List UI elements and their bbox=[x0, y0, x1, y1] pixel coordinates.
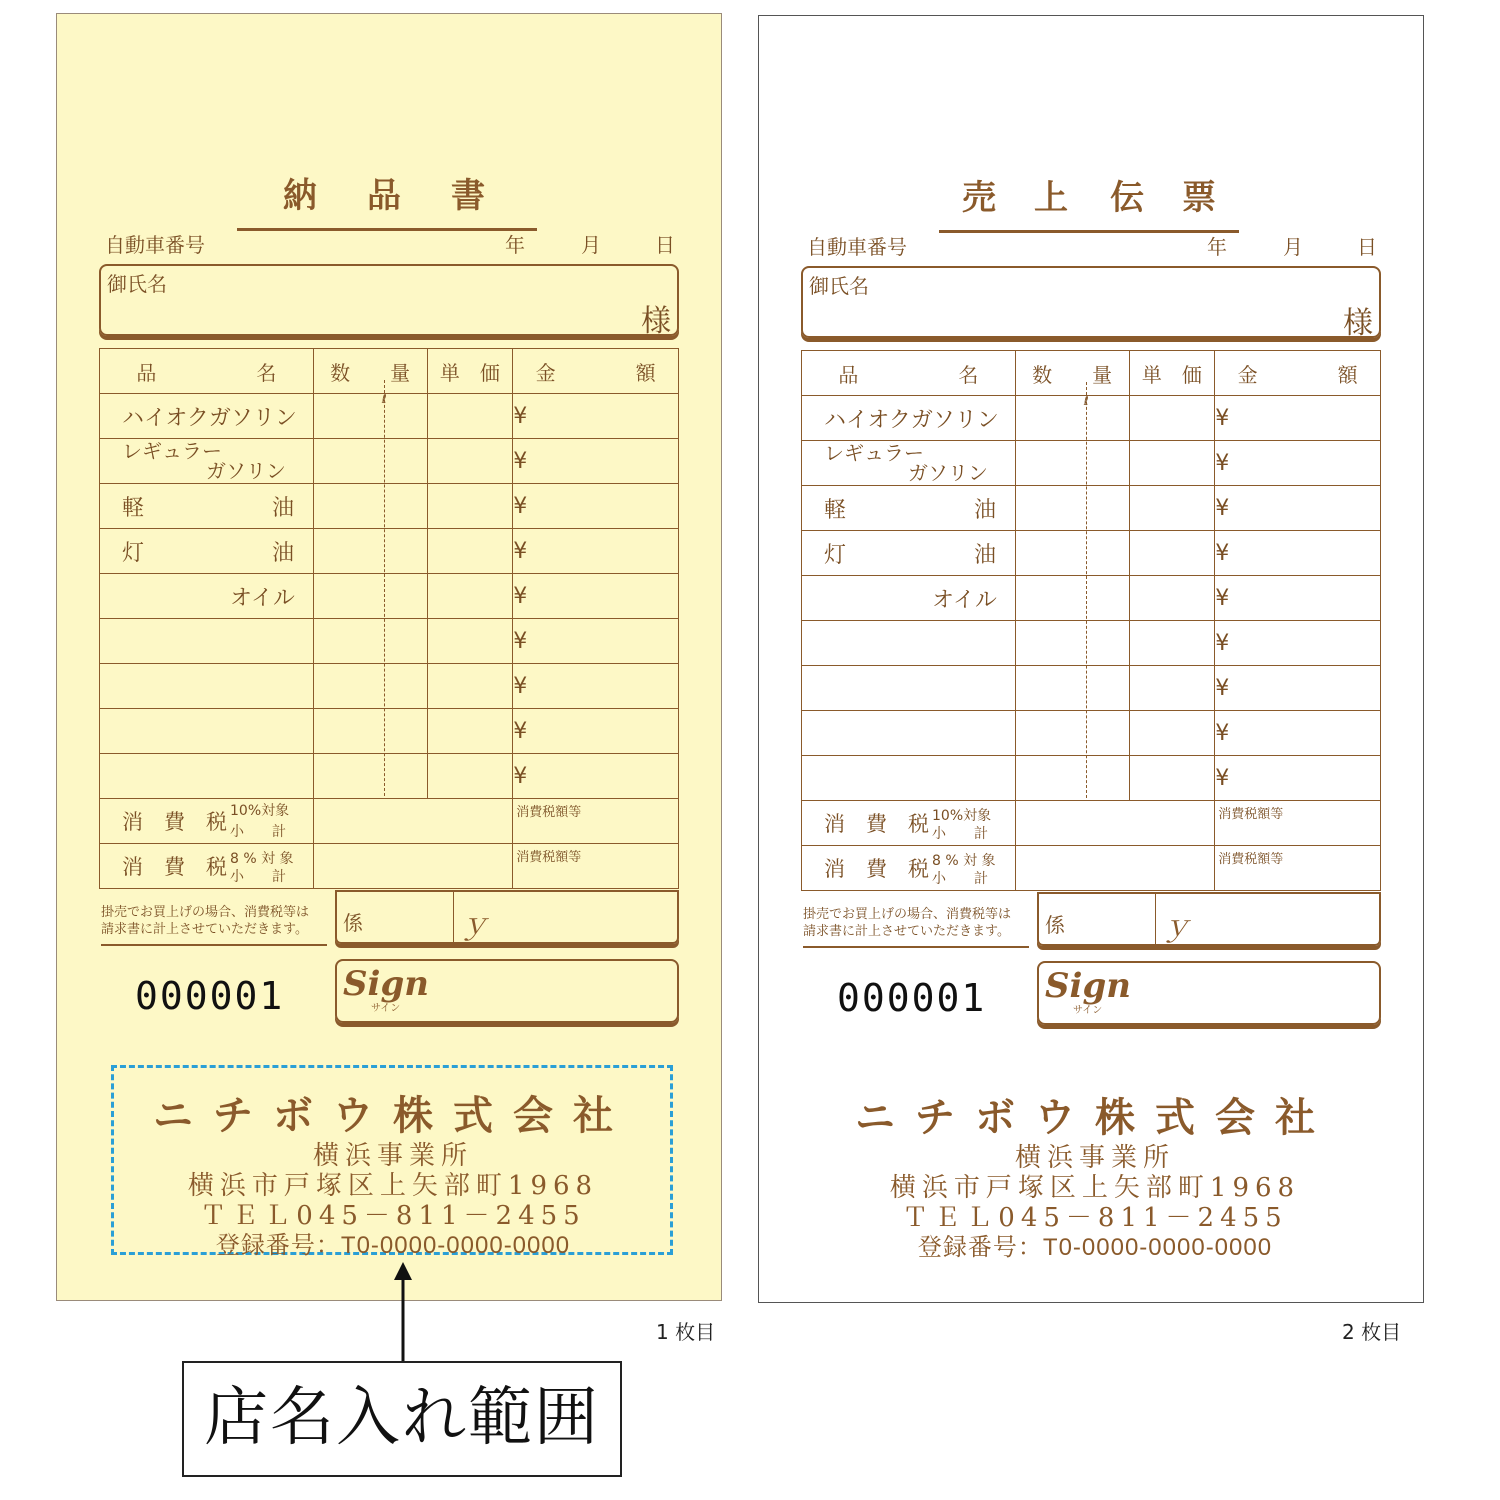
slip-title: 売 上 伝 票 bbox=[939, 174, 1239, 233]
table-row bbox=[802, 531, 1381, 576]
item-name: オイル bbox=[802, 576, 1016, 621]
shop-registration: 登録番号：T0-0000-0000-0000 bbox=[917, 1234, 1273, 1261]
qty-cell[interactable] bbox=[313, 529, 427, 574]
col-header-qty: 数 量 bbox=[313, 349, 427, 394]
shop-imprint bbox=[815, 1086, 1375, 1263]
tax-amount-cell[interactable]: 消費税額等 bbox=[513, 799, 679, 844]
amount-cell[interactable]: ¥ bbox=[513, 709, 679, 754]
price-cell[interactable] bbox=[1129, 666, 1215, 711]
qty-cell[interactable] bbox=[1015, 666, 1129, 711]
liter-unit: ℓ bbox=[381, 392, 387, 406]
item-table bbox=[801, 350, 1381, 891]
month-label: 月 bbox=[581, 233, 601, 257]
table-row bbox=[100, 619, 679, 664]
item-name: 軽 油 bbox=[802, 486, 1016, 531]
month-label: 月 bbox=[1283, 235, 1303, 259]
table-row bbox=[100, 754, 679, 799]
table-row bbox=[100, 484, 679, 529]
sign-kana: サイン bbox=[371, 1003, 401, 1014]
amount-cell[interactable]: ¥ bbox=[1215, 441, 1381, 486]
qty-cell[interactable] bbox=[1015, 486, 1129, 531]
shop-tel: ＴＥＬ045－811－2455 bbox=[200, 1201, 586, 1231]
price-cell[interactable] bbox=[427, 754, 513, 799]
slip-title: 納 品 書 bbox=[237, 172, 537, 231]
honorific-label: 様 bbox=[1343, 306, 1373, 341]
item-name: 軽 油 bbox=[100, 484, 314, 529]
credit-footnote: 掛売でお買上げの場合、消費税等は 請求書に計上させていただきます。 bbox=[803, 906, 1029, 948]
price-cell[interactable] bbox=[1129, 621, 1215, 666]
shop-registration: 登録番号：T0-0000-0000-0000 bbox=[215, 1232, 571, 1259]
item-name[interactable] bbox=[100, 619, 314, 664]
clerk-divider bbox=[1155, 894, 1156, 946]
price-cell[interactable] bbox=[1129, 711, 1215, 756]
tax-row-8 bbox=[802, 846, 1381, 891]
subtotal-cell[interactable] bbox=[1015, 801, 1215, 846]
up-arrow-icon bbox=[390, 1262, 416, 1362]
table-row bbox=[100, 664, 679, 709]
item-table bbox=[99, 348, 679, 889]
year-label: 年 bbox=[505, 233, 525, 257]
shop-branch: 横浜事業所 bbox=[1014, 1143, 1175, 1173]
col-header-amount: 金 額 bbox=[1215, 351, 1381, 396]
day-label: 日 bbox=[655, 233, 675, 257]
shop-address: 横浜市戸塚区上矢部町1968 bbox=[889, 1173, 1301, 1203]
clerk-label: 係 bbox=[343, 911, 363, 935]
shop-name-range-label: 店名入れ範囲 bbox=[182, 1361, 622, 1477]
price-cell[interactable] bbox=[427, 484, 513, 529]
item-name[interactable] bbox=[802, 756, 1016, 801]
tax-amount-cell[interactable]: 消費税額等 bbox=[1215, 801, 1381, 846]
amount-cell[interactable]: ¥ bbox=[513, 394, 679, 439]
tax-amount-cell[interactable]: 消費税額等 bbox=[1215, 846, 1381, 891]
clerk-label: 係 bbox=[1045, 913, 1065, 937]
price-cell[interactable] bbox=[427, 619, 513, 664]
item-name: レギュラー ガソリン bbox=[100, 439, 314, 484]
amount-cell[interactable]: ¥ bbox=[1215, 576, 1381, 621]
qty-cell[interactable] bbox=[1015, 396, 1129, 441]
qty-cell[interactable] bbox=[313, 484, 427, 529]
item-name[interactable] bbox=[100, 754, 314, 799]
car-number-label: 自動車番号 bbox=[105, 233, 205, 257]
qty-divider-dashed bbox=[381, 380, 387, 796]
subtotal-cell[interactable] bbox=[313, 844, 513, 889]
price-cell[interactable] bbox=[427, 664, 513, 709]
col-header-item: 品 名 bbox=[802, 351, 1016, 396]
item-name[interactable] bbox=[802, 666, 1016, 711]
item-name: オイル bbox=[100, 574, 314, 619]
table-row bbox=[802, 396, 1381, 441]
slip-number: 000001 bbox=[837, 976, 987, 1020]
amount-cell[interactable]: ¥ bbox=[1215, 531, 1381, 576]
qty-cell[interactable] bbox=[313, 574, 427, 619]
tax-row-8 bbox=[100, 844, 679, 889]
item-name[interactable] bbox=[100, 664, 314, 709]
table-row bbox=[802, 621, 1381, 666]
qty-cell[interactable] bbox=[313, 754, 427, 799]
qty-cell[interactable] bbox=[313, 619, 427, 664]
item-name: 灯 油 bbox=[802, 531, 1016, 576]
col-header-qty: 数 量 bbox=[1015, 351, 1129, 396]
price-cell[interactable] bbox=[1129, 396, 1215, 441]
tax-row-10 bbox=[802, 801, 1381, 846]
item-name[interactable] bbox=[100, 709, 314, 754]
receipt-mark-icon: ｙ bbox=[1163, 909, 1192, 942]
customer-name-label: 御氏名 bbox=[809, 274, 869, 298]
amount-cell[interactable]: ¥ bbox=[1215, 396, 1381, 441]
clerk-divider bbox=[453, 892, 454, 944]
table-row bbox=[100, 394, 679, 439]
table-row bbox=[100, 574, 679, 619]
shop-address: 横浜市戸塚区上矢部町1968 bbox=[187, 1171, 599, 1201]
price-cell[interactable] bbox=[1129, 576, 1215, 621]
price-cell[interactable] bbox=[427, 439, 513, 484]
price-cell[interactable] bbox=[1129, 531, 1215, 576]
liter-unit: ℓ bbox=[1083, 394, 1089, 408]
tax-amount-cell[interactable]: 消費税額等 bbox=[513, 844, 679, 889]
item-name: ハイオクガソリン bbox=[802, 396, 1016, 441]
clerk-field[interactable] bbox=[1037, 892, 1381, 946]
customer-name-field[interactable] bbox=[801, 266, 1381, 338]
sign-kana: サイン bbox=[1073, 1005, 1103, 1016]
price-cell[interactable] bbox=[1129, 756, 1215, 801]
credit-footnote: 掛売でお買上げの場合、消費税等は 請求書に計上させていただきます。 bbox=[101, 904, 327, 946]
sign-label: Sign bbox=[1045, 966, 1131, 1006]
col-header-price: 単 価 bbox=[1129, 351, 1215, 396]
qty-divider-dashed bbox=[1083, 382, 1089, 798]
tax-label-cell: 消 費 税 10%対象 小 計 bbox=[100, 799, 314, 844]
customer-name-field[interactable] bbox=[99, 264, 679, 336]
car-number-label: 自動車番号 bbox=[807, 235, 907, 259]
sign-label: Sign bbox=[343, 964, 429, 1004]
delivery-note-slip bbox=[56, 13, 722, 1301]
shop-name: ニチボウ株式会社 bbox=[153, 1093, 633, 1139]
amount-cell[interactable]: ¥ bbox=[513, 484, 679, 529]
amount-cell[interactable]: ¥ bbox=[1215, 666, 1381, 711]
qty-cell[interactable] bbox=[1015, 711, 1129, 756]
shop-tel: ＴＥＬ045－811－2455 bbox=[902, 1203, 1288, 1233]
shop-imprint bbox=[113, 1084, 673, 1261]
item-name[interactable] bbox=[802, 711, 1016, 756]
sheet-label-2: 2 枚目 bbox=[1342, 1320, 1402, 1344]
table-row bbox=[100, 439, 679, 484]
table-row bbox=[802, 486, 1381, 531]
col-header-amount: 金 額 bbox=[513, 349, 679, 394]
qty-cell[interactable] bbox=[313, 709, 427, 754]
col-header-item: 品 名 bbox=[100, 349, 314, 394]
amount-cell[interactable]: ¥ bbox=[1215, 486, 1381, 531]
price-cell[interactable] bbox=[1129, 486, 1215, 531]
item-name: ハイオクガソリン bbox=[100, 394, 314, 439]
amount-cell[interactable]: ¥ bbox=[1215, 711, 1381, 756]
qty-cell[interactable] bbox=[1015, 756, 1129, 801]
amount-cell[interactable]: ¥ bbox=[513, 754, 679, 799]
price-cell[interactable] bbox=[427, 709, 513, 754]
item-name: 灯 油 bbox=[100, 529, 314, 574]
shop-branch: 横浜事業所 bbox=[312, 1141, 473, 1171]
tax-label-cell: 消 費 税 8 % 対 象 小 計 bbox=[802, 846, 1016, 891]
qty-cell[interactable] bbox=[313, 394, 427, 439]
amount-cell[interactable]: ¥ bbox=[1215, 756, 1381, 801]
table-row bbox=[802, 756, 1381, 801]
table-row bbox=[802, 666, 1381, 711]
tax-row-10 bbox=[100, 799, 679, 844]
qty-cell[interactable] bbox=[1015, 621, 1129, 666]
qty-cell[interactable] bbox=[1015, 576, 1129, 621]
receipt-mark-icon: ｙ bbox=[461, 907, 490, 940]
qty-cell[interactable] bbox=[1015, 441, 1129, 486]
item-name: レギュラー ガソリン bbox=[802, 441, 1016, 486]
table-row bbox=[100, 529, 679, 574]
year-label: 年 bbox=[1207, 235, 1227, 259]
qty-cell[interactable] bbox=[313, 664, 427, 709]
qty-cell[interactable] bbox=[313, 439, 427, 484]
table-row bbox=[802, 441, 1381, 486]
amount-cell[interactable]: ¥ bbox=[513, 529, 679, 574]
price-cell[interactable] bbox=[427, 529, 513, 574]
amount-cell[interactable]: ¥ bbox=[1215, 621, 1381, 666]
subtotal-cell[interactable] bbox=[313, 799, 513, 844]
qty-cell[interactable] bbox=[1015, 531, 1129, 576]
honorific-label: 様 bbox=[641, 304, 671, 339]
price-cell[interactable] bbox=[1129, 441, 1215, 486]
shop-name: ニチボウ株式会社 bbox=[855, 1095, 1335, 1141]
item-name[interactable] bbox=[802, 621, 1016, 666]
customer-name-label: 御氏名 bbox=[107, 272, 167, 296]
slip-number: 000001 bbox=[135, 974, 285, 1018]
table-row bbox=[802, 711, 1381, 756]
table-row bbox=[100, 709, 679, 754]
amount-cell[interactable]: ¥ bbox=[513, 619, 679, 664]
col-header-price: 単 価 bbox=[427, 349, 513, 394]
day-label: 日 bbox=[1357, 235, 1377, 259]
tax-label-cell: 消 費 税 8 % 対 象 小 計 bbox=[100, 844, 314, 889]
price-cell[interactable] bbox=[427, 394, 513, 439]
price-cell[interactable] bbox=[427, 574, 513, 619]
amount-cell[interactable]: ¥ bbox=[513, 439, 679, 484]
tax-label-cell: 消 費 税 10%対象 小 計 bbox=[802, 801, 1016, 846]
sheet-label-1: 1 枚目 bbox=[656, 1320, 716, 1344]
table-row bbox=[802, 576, 1381, 621]
sales-slip bbox=[758, 15, 1424, 1303]
subtotal-cell[interactable] bbox=[1015, 846, 1215, 891]
clerk-field[interactable] bbox=[335, 890, 679, 944]
amount-cell[interactable]: ¥ bbox=[513, 664, 679, 709]
amount-cell[interactable]: ¥ bbox=[513, 574, 679, 619]
